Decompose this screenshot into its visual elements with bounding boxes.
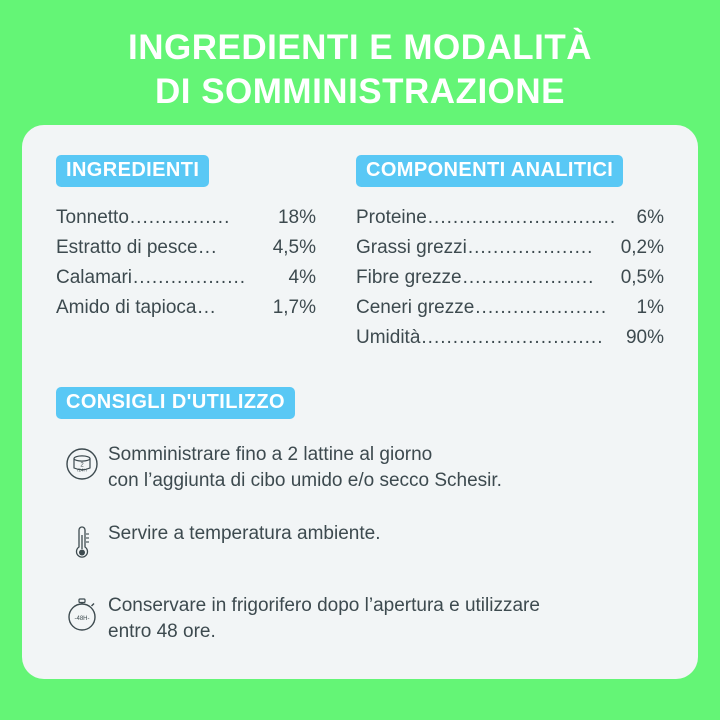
leader-dots: ..................... (475, 297, 608, 318)
component-value: 1% (636, 297, 664, 318)
usage-list (56, 441, 664, 645)
svg-text:/24H: /24H (77, 467, 87, 473)
list-item (56, 592, 664, 645)
usage-line-2: con l’aggiunta di cibo umido e/o secco Schesir. (108, 470, 502, 491)
component-value: 90% (625, 327, 664, 348)
list-item (356, 323, 664, 353)
usage-line-1: Servire a temperatura ambiente. (108, 523, 381, 544)
leader-dots: ............................. (421, 327, 604, 348)
component-label: Fibre grezze (356, 267, 462, 288)
usage-text (108, 441, 502, 494)
usage-text (108, 520, 380, 547)
page-title-line-1: INGREDIENTI E MODALITÀ (127, 28, 593, 67)
ingredient-label: Calamari (56, 267, 133, 288)
page-title-line-2: DI SOMMINISTRAZIONE (154, 72, 566, 111)
leader-dots: ... (197, 297, 217, 318)
analytical-heading: COMPONENTI ANALITICI (356, 155, 623, 187)
usage-line-2: entro 48 ore. (108, 621, 216, 642)
list-item (56, 263, 316, 293)
usage-line-1: Conservare in frigorifero dopo l’apertura e utilizzare (108, 595, 540, 616)
ingredient-label: Amido di tapioca (56, 297, 197, 318)
leader-dots: ..................... (462, 267, 595, 288)
component-label: Proteine (356, 207, 427, 228)
list-item (356, 293, 664, 323)
leader-dots: .................... (467, 237, 594, 258)
leader-dots: ................ (129, 207, 231, 228)
usage-section (56, 387, 664, 645)
list-item (56, 203, 316, 233)
component-value: 6% (636, 207, 664, 228)
list-item (356, 233, 664, 263)
ingredients-section (56, 155, 316, 353)
list-item (56, 441, 664, 494)
thermometer-icon (56, 520, 108, 566)
stopwatch-48h-icon (56, 592, 108, 638)
ingredients-heading: INGREDIENTI (56, 155, 209, 187)
usage-text (108, 592, 540, 645)
svg-text:-48H-: -48H- (74, 616, 90, 622)
ingredient-value: 4% (288, 267, 316, 288)
analytical-list (356, 203, 664, 353)
usage-line-1: Somministrare fino a 2 lattine al giorno (108, 444, 433, 465)
component-label: Grassi grezzi (356, 237, 467, 258)
ingredient-value: 18% (277, 207, 316, 228)
ingredients-list (56, 203, 316, 323)
page-title (0, 0, 720, 114)
component-value: 0,2% (620, 237, 664, 258)
two-cans-per-day-icon (56, 441, 108, 487)
list-item (356, 263, 664, 293)
list-item (56, 233, 316, 263)
ingredient-label: Tonnetto (56, 207, 129, 228)
ingredient-value: 4,5% (272, 237, 316, 258)
component-value: 0,5% (620, 267, 664, 288)
usage-heading: CONSIGLI D'UTILIZZO (56, 387, 295, 419)
ingredient-label: Estratto di pesce (56, 237, 198, 258)
list-item (356, 203, 664, 233)
list-item (56, 293, 316, 323)
svg-text:2: 2 (80, 462, 84, 469)
leader-dots: .................. (133, 267, 247, 288)
component-label: Umidità (356, 327, 421, 348)
component-label: Ceneri grezze (356, 297, 475, 318)
leader-dots: ... (198, 237, 218, 258)
ingredient-value: 1,7% (272, 297, 316, 318)
leader-dots: .............................. (427, 207, 617, 228)
analytical-section (356, 155, 664, 353)
info-card (22, 125, 698, 679)
list-item (56, 520, 664, 566)
spec-columns (56, 155, 664, 353)
